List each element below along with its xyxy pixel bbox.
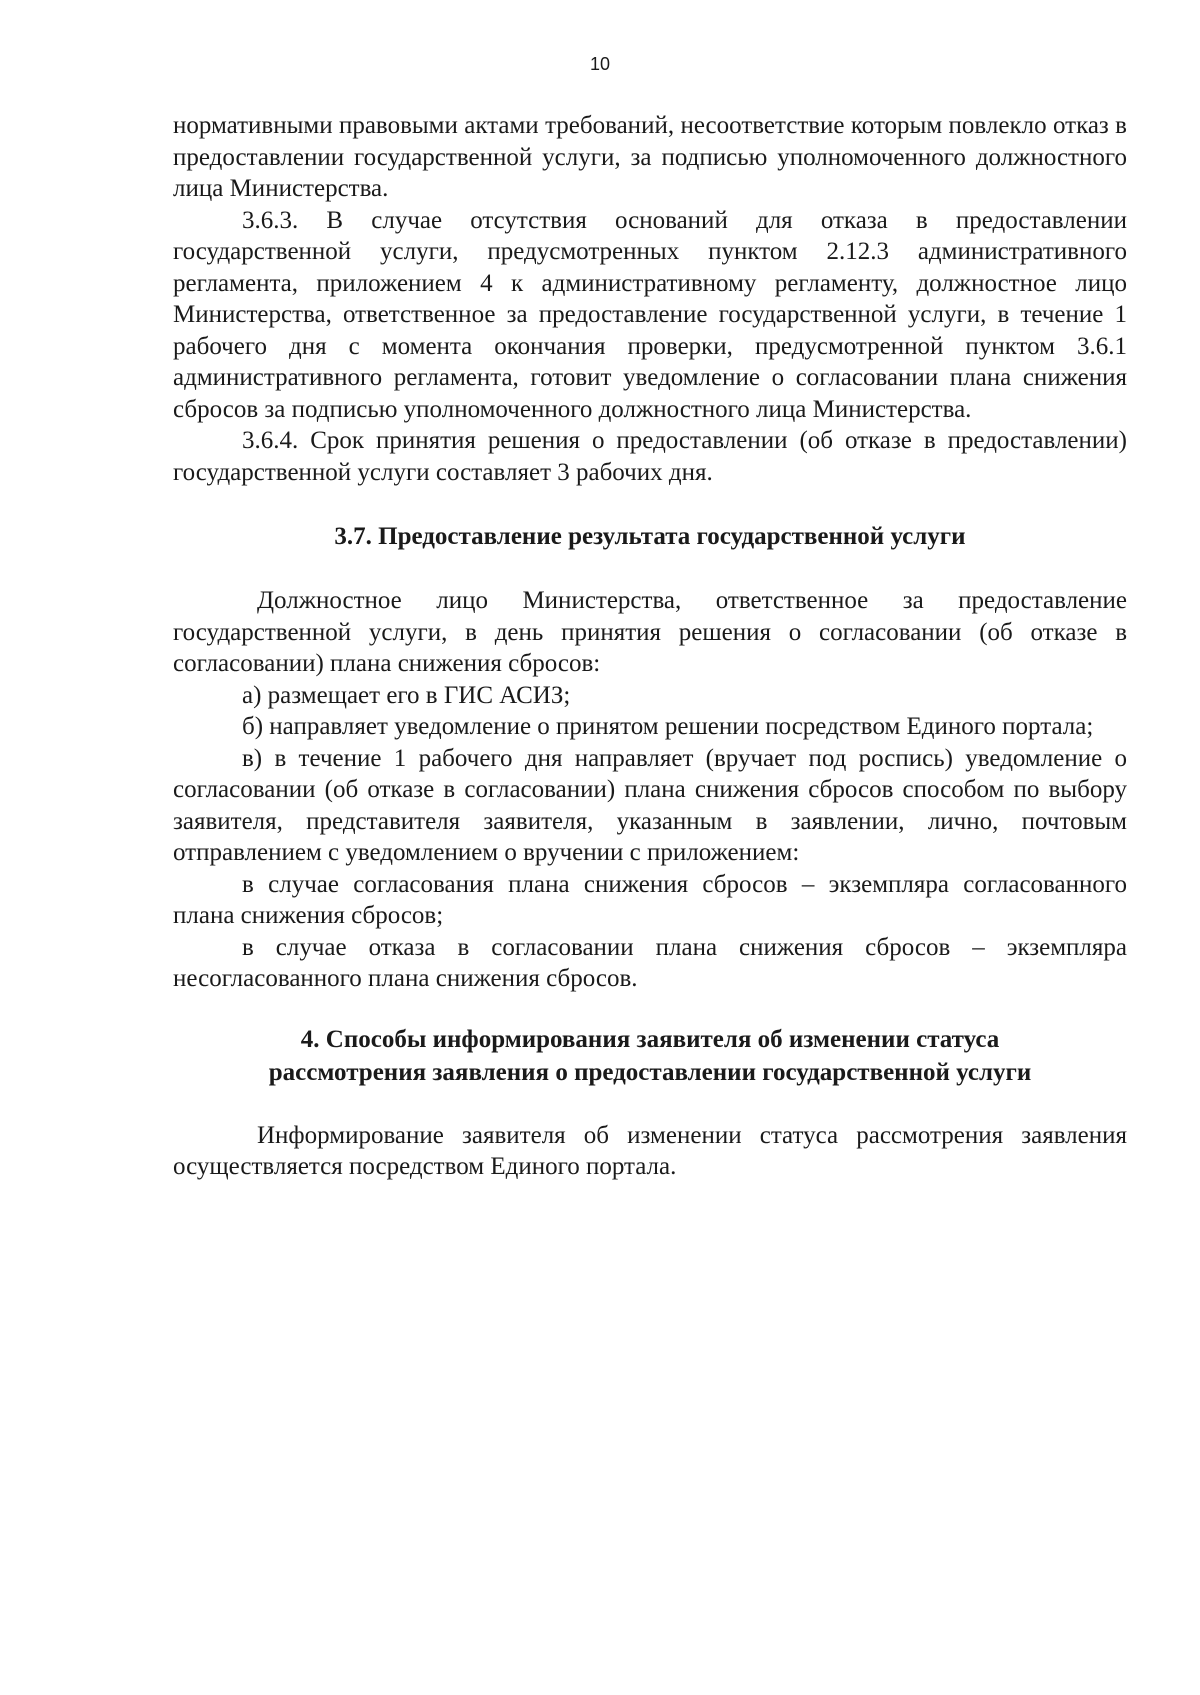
section-heading-3-7: 3.7. Предоставление результата государственной услуги (334, 523, 966, 550)
list-item-b: б) направляет уведомление о принятом решении посредством Единого портала; (242, 713, 1094, 740)
page-number: 10 (589, 54, 611, 74)
document-body (173, 110, 1127, 1183)
paragraph-refusal-case: в случае отказа в согласовании плана снижения сбросов – экземпляра несогласованного плана снижения сбросов. (173, 933, 1127, 992)
section-heading-4 (173, 1023, 1127, 1089)
paragraph-3-6-3: 3.6.3. В случае отсутствия оснований для отказа в предоставлении государственной услуги, предусмотренных пунктом 2.12.3 административного регламента, приложением 4 к административному регламенту, должностное лицо Министерства, ответственное за предоставление государственной услуги, в течение 1 рабочего дня с момента окончания проверки, предусмотренной пунктом 3.6.1 административного регламента, готовит уведомление о согласовании плана снижения сбросов за подписью уполномоченного должностного лица Министерства. (173, 206, 1127, 423)
paragraph-3-7-intro: Должностное лицо Министерства, ответственное за предоставление государственной услуги, в день принятия решения о согласовании (об отказе в согласовании) плана снижения сбросов: (173, 587, 1127, 677)
paragraph-4: Информирование заявителя об изменении статуса рассмотрения заявления осуществляется посредством Единого портала. (173, 1121, 1127, 1180)
paragraph-3-6-4: 3.6.4. Срок принятия решения о предоставлении (об отказе в предоставлении) государственной услуги составляет 3 рабочих дня. (173, 427, 1127, 486)
section-heading-4-line2: рассмотрения заявления о предоставлении государственной услуги (268, 1058, 1032, 1086)
list-item-v: в) в течение 1 рабочего дня направляет (вручает под роспись) уведомление о согласовании (об отказе в согласовании) плана снижения сбросов способом по выбору заявителя, представителя заявителя, указанным в заявлении, лично, почтовым отправлением с уведомлением о вручении с приложением: (173, 744, 1127, 866)
paragraph-continuation: нормативными правовыми актами требований, несоответствие которым повлекло отказ в предоставлении государственной услуги, за подписью уполномоченного должностного лица Министерства. (173, 112, 1127, 202)
list-item-a: а) размещает его в ГИС АСИЗ; (242, 681, 571, 709)
section-heading-4-line1: 4. Способы информирования заявителя об изменении статуса (300, 1025, 1000, 1053)
paragraph-approval-case: в случае согласования плана снижения сбросов – экземпляра согласованного плана снижения сбросов; (173, 870, 1127, 929)
